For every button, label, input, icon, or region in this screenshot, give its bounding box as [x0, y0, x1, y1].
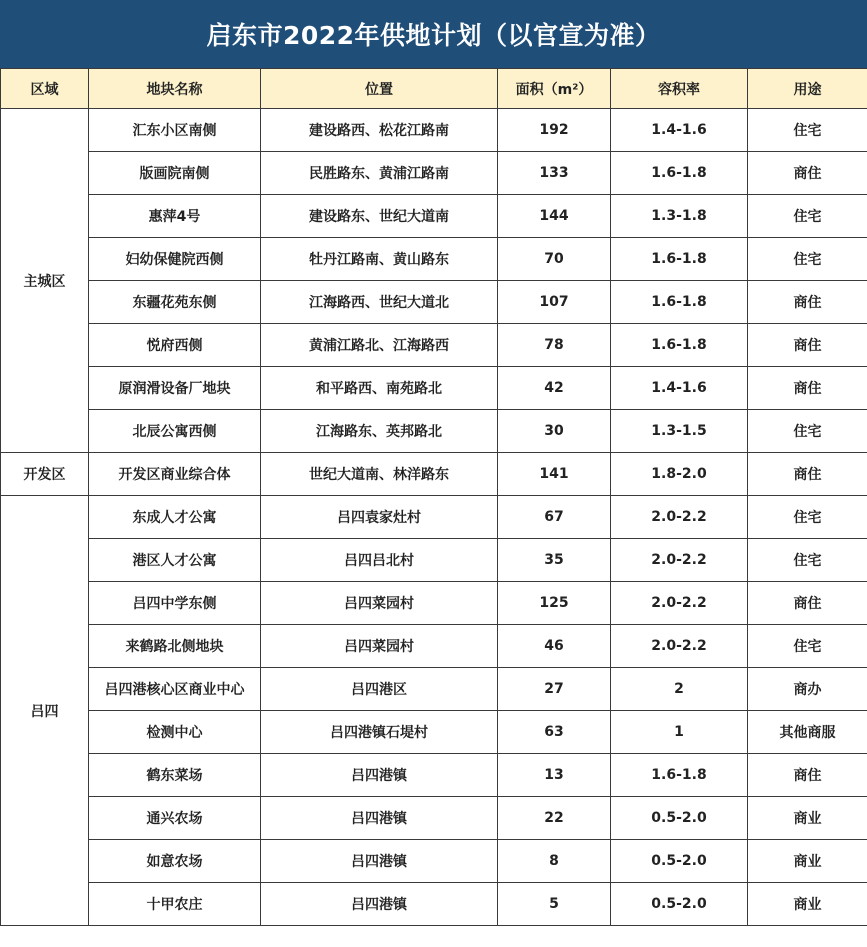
table-row — [1, 410, 867, 453]
plot-ratio-cell: 2.0-2.2 — [611, 539, 748, 582]
table-row — [1, 668, 867, 711]
parcel-name-cell: 吕四港核心区商业中心 — [89, 668, 261, 711]
area-cell: 30 — [498, 410, 611, 453]
table-row — [1, 625, 867, 668]
region-cell: 吕四 — [1, 496, 89, 926]
header-location: 位置 — [261, 69, 498, 109]
usage-cell: 商业 — [748, 840, 867, 883]
area-cell: 22 — [498, 797, 611, 840]
usage-cell: 商办 — [748, 668, 867, 711]
location-cell: 吕四港镇石堤村 — [261, 711, 498, 754]
location-cell: 牡丹江路南、黄山路东 — [261, 238, 498, 281]
location-cell: 吕四港镇 — [261, 883, 498, 926]
header-area: 面积（m²） — [498, 69, 611, 109]
area-cell: 46 — [498, 625, 611, 668]
table-row — [1, 539, 867, 582]
location-cell: 和平路西、南苑路北 — [261, 367, 498, 410]
table-body — [1, 109, 867, 926]
plot-ratio-cell: 1.3-1.5 — [611, 410, 748, 453]
location-cell: 吕四吕北村 — [261, 539, 498, 582]
parcel-name-cell: 原润滑设备厂地块 — [89, 367, 261, 410]
area-cell: 67 — [498, 496, 611, 539]
location-cell: 民胜路东、黄浦江路南 — [261, 152, 498, 195]
location-cell: 吕四袁家灶村 — [261, 496, 498, 539]
parcel-name-cell: 鹤东菜场 — [89, 754, 261, 797]
plot-ratio-cell: 2.0-2.2 — [611, 625, 748, 668]
area-cell: 107 — [498, 281, 611, 324]
table-row — [1, 238, 867, 281]
location-cell: 吕四港区 — [261, 668, 498, 711]
location-cell: 江海路东、英邦路北 — [261, 410, 498, 453]
area-cell: 13 — [498, 754, 611, 797]
plot-ratio-cell: 1.8-2.0 — [611, 453, 748, 496]
table-row — [1, 883, 867, 926]
parcel-name-cell: 港区人才公寓 — [89, 539, 261, 582]
area-cell: 125 — [498, 582, 611, 625]
usage-cell: 商业 — [748, 797, 867, 840]
plot-ratio-cell: 2.0-2.2 — [611, 582, 748, 625]
parcel-name-cell: 检测中心 — [89, 711, 261, 754]
location-cell: 吕四港镇 — [261, 840, 498, 883]
location-cell: 黄浦江路北、江海路西 — [261, 324, 498, 367]
area-cell: 42 — [498, 367, 611, 410]
land-plan-table — [0, 68, 867, 926]
table-row — [1, 367, 867, 410]
usage-cell: 住宅 — [748, 625, 867, 668]
usage-cell: 商住 — [748, 324, 867, 367]
area-cell: 8 — [498, 840, 611, 883]
area-cell: 5 — [498, 883, 611, 926]
parcel-name-cell: 来鹤路北侧地块 — [89, 625, 261, 668]
parcel-name-cell: 北辰公寓西侧 — [89, 410, 261, 453]
plot-ratio-cell: 1.6-1.8 — [611, 324, 748, 367]
plot-ratio-cell: 1.4-1.6 — [611, 109, 748, 152]
parcel-name-cell: 悦府西侧 — [89, 324, 261, 367]
plot-ratio-cell: 1 — [611, 711, 748, 754]
table-row — [1, 797, 867, 840]
sheet-title: 启东市2022年供地计划（以官宣为准） — [0, 0, 867, 68]
usage-cell: 住宅 — [748, 410, 867, 453]
location-cell: 吕四港镇 — [261, 754, 498, 797]
plot-ratio-cell: 0.5-2.0 — [611, 840, 748, 883]
usage-cell: 商住 — [748, 152, 867, 195]
table-row — [1, 840, 867, 883]
region-cell: 开发区 — [1, 453, 89, 496]
parcel-name-cell: 吕四中学东侧 — [89, 582, 261, 625]
header-row — [1, 69, 867, 109]
parcel-name-cell: 东疆花苑东侧 — [89, 281, 261, 324]
location-cell: 吕四菜园村 — [261, 625, 498, 668]
area-cell: 192 — [498, 109, 611, 152]
area-cell: 144 — [498, 195, 611, 238]
table-row — [1, 754, 867, 797]
usage-cell: 商住 — [748, 754, 867, 797]
parcel-name-cell: 十甲农庄 — [89, 883, 261, 926]
usage-cell: 商住 — [748, 582, 867, 625]
parcel-name-cell: 版画院南侧 — [89, 152, 261, 195]
area-cell: 63 — [498, 711, 611, 754]
parcel-name-cell: 东成人才公寓 — [89, 496, 261, 539]
table-row — [1, 496, 867, 539]
plot-ratio-cell: 1.3-1.8 — [611, 195, 748, 238]
table-row — [1, 152, 867, 195]
usage-cell: 住宅 — [748, 109, 867, 152]
location-cell: 江海路西、世纪大道北 — [261, 281, 498, 324]
location-cell: 建设路西、松花江路南 — [261, 109, 498, 152]
area-cell: 78 — [498, 324, 611, 367]
area-cell: 133 — [498, 152, 611, 195]
parcel-name-cell: 妇幼保健院西侧 — [89, 238, 261, 281]
location-cell: 吕四菜园村 — [261, 582, 498, 625]
region-cell: 主城区 — [1, 109, 89, 453]
parcel-name-cell: 通兴农场 — [89, 797, 261, 840]
plot-ratio-cell: 0.5-2.0 — [611, 797, 748, 840]
header-region: 区域 — [1, 69, 89, 109]
plot-ratio-cell: 1.6-1.8 — [611, 238, 748, 281]
usage-cell: 商业 — [748, 883, 867, 926]
parcel-name-cell: 开发区商业综合体 — [89, 453, 261, 496]
parcel-name-cell: 如意农场 — [89, 840, 261, 883]
header-parcel-name: 地块名称 — [89, 69, 261, 109]
table-row — [1, 195, 867, 238]
usage-cell: 其他商服 — [748, 711, 867, 754]
plot-ratio-cell: 1.6-1.8 — [611, 152, 748, 195]
table-row — [1, 582, 867, 625]
table-row — [1, 109, 867, 152]
table-row — [1, 281, 867, 324]
usage-cell: 商住 — [748, 367, 867, 410]
parcel-name-cell: 惠萍4号 — [89, 195, 261, 238]
header-plot-ratio: 容积率 — [611, 69, 748, 109]
location-cell: 世纪大道南、林洋路东 — [261, 453, 498, 496]
parcel-name-cell: 汇东小区南侧 — [89, 109, 261, 152]
location-cell: 吕四港镇 — [261, 797, 498, 840]
plot-ratio-cell: 1.6-1.8 — [611, 754, 748, 797]
plot-ratio-cell: 2 — [611, 668, 748, 711]
usage-cell: 住宅 — [748, 238, 867, 281]
plot-ratio-cell: 1.6-1.8 — [611, 281, 748, 324]
usage-cell: 住宅 — [748, 539, 867, 582]
area-cell: 141 — [498, 453, 611, 496]
usage-cell: 商住 — [748, 281, 867, 324]
plot-ratio-cell: 1.4-1.6 — [611, 367, 748, 410]
area-cell: 35 — [498, 539, 611, 582]
plot-ratio-cell: 0.5-2.0 — [611, 883, 748, 926]
location-cell: 建设路东、世纪大道南 — [261, 195, 498, 238]
usage-cell: 住宅 — [748, 496, 867, 539]
table-row — [1, 711, 867, 754]
usage-cell: 商住 — [748, 453, 867, 496]
plot-ratio-cell: 2.0-2.2 — [611, 496, 748, 539]
usage-cell: 住宅 — [748, 195, 867, 238]
area-cell: 70 — [498, 238, 611, 281]
area-cell: 27 — [498, 668, 611, 711]
table-row — [1, 453, 867, 496]
table-row — [1, 324, 867, 367]
header-usage: 用途 — [748, 69, 867, 109]
